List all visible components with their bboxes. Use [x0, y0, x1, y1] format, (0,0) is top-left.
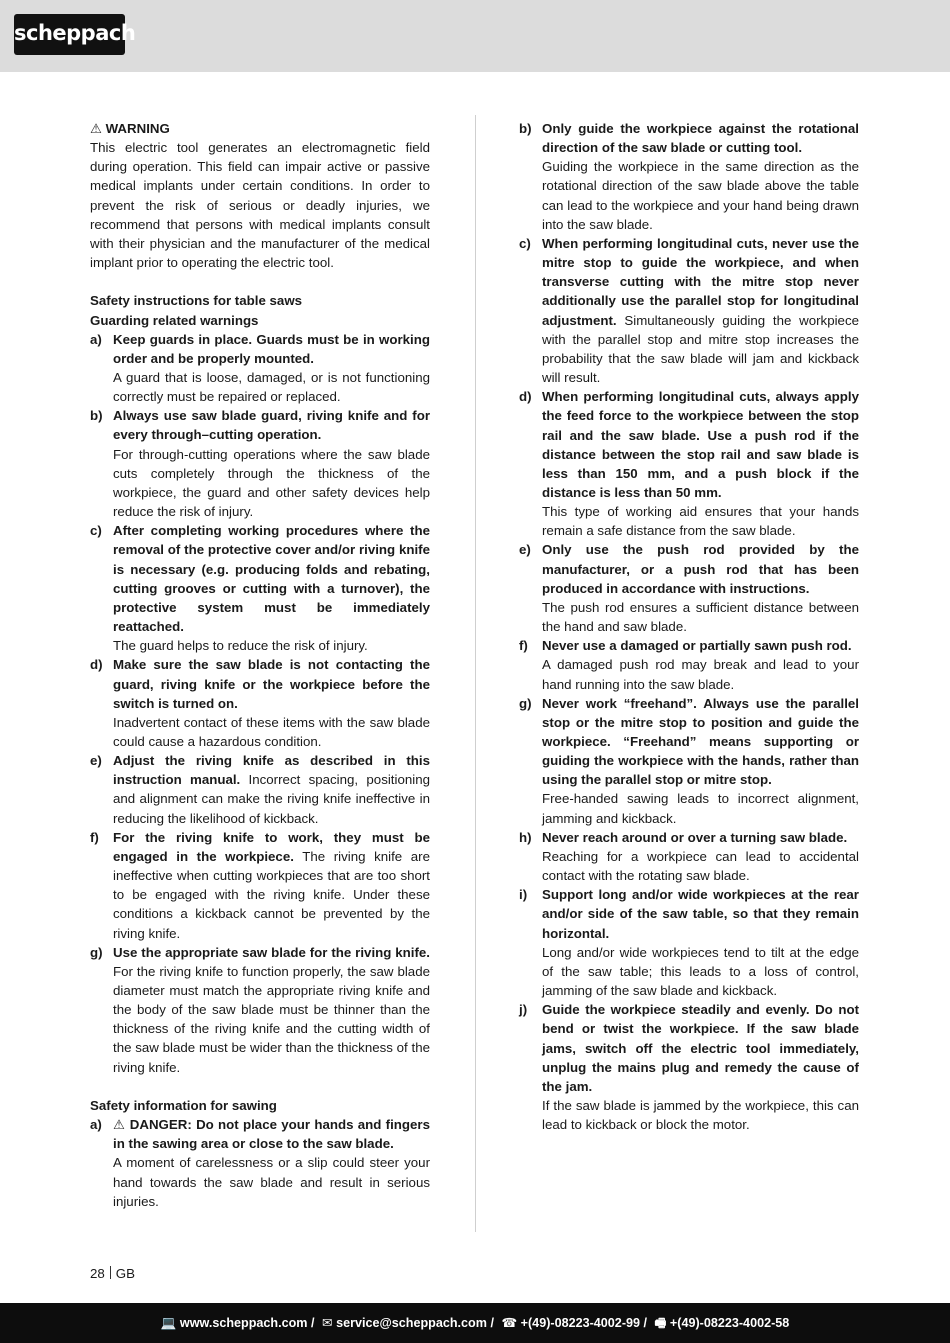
list-item-content: [542, 636, 859, 693]
left-column: [90, 119, 430, 1211]
list-item: [519, 540, 859, 636]
guarding-warnings-list: [90, 330, 430, 1077]
list-item-heading-paragraph: [542, 540, 859, 597]
list-item-heading: For the riving knife to work, they must be engaged in the workpiece.: [113, 829, 430, 864]
footer-phone: ☎ +(49)-08223-4002-99 /: [501, 1316, 648, 1330]
page-header: [0, 0, 950, 72]
list-item-label: d): [519, 389, 532, 405]
list-item-heading-paragraph: [113, 521, 430, 636]
list-item-heading-paragraph: [542, 828, 859, 847]
list-item: [519, 636, 859, 693]
list-item-label: j): [519, 1002, 528, 1018]
list-item: [519, 1000, 859, 1134]
list-item-label: g): [519, 695, 532, 711]
list-item-heading: When performing longitudinal cuts, never use the mitre stop to guide the workpiece, and when transverse cutting with the mitre stop never additionally use the parallel stop for longitudinal adjustment.: [542, 235, 859, 328]
list-item-text: The push rod ensures a sufficient distance between the hand and saw blade.: [542, 599, 859, 635]
page-language: GB: [115, 1266, 136, 1281]
list-item-text: This type of working aid ensures that your hands remain a safe distance from the saw blade.: [542, 504, 859, 539]
list-item-heading: Guide the workpiece steadily and evenly. Do not bend or twist the workpiece. If the saw blade jams, switch off the electric tool immediately, unplug the mains plug and remedy the cause of the jam.: [542, 1002, 859, 1094]
list-item-text: For through-cutting operations where the saw blade cuts completely through the thickness of the workpiece, the guard and other safety devices help reduce the risk of injury.: [113, 446, 430, 520]
section-subtitle-guarding: Guarding related warnings: [90, 312, 259, 328]
list-item-heading: Never use a damaged or partially sawn push rod.: [542, 638, 852, 654]
list-item-heading-paragraph: [542, 636, 859, 655]
list-item-label: a): [90, 1117, 102, 1133]
list-item: [90, 751, 430, 828]
list-item-label: a): [90, 331, 102, 347]
list-item: [90, 521, 430, 655]
list-item-content: [113, 655, 430, 751]
page-number-value: 28: [90, 1266, 105, 1281]
list-item-heading-paragraph: [113, 330, 430, 368]
list-item-heading-paragraph: [113, 943, 430, 1077]
list-item-heading: When performing longitudinal cuts, always apply the feed force to the workpiece between the stop rail and the saw blade. Use a push rod if the distance between the stop rail and saw blade is less than 150 mm, and a push block if the distance is less than 50 mm.: [542, 389, 859, 500]
list-item-label: f): [90, 829, 99, 845]
list-item-text: Free-handed sawing leads to incorrect alignment, jamming and kickback.: [542, 791, 859, 826]
warning-title: ⚠ WARNING: [90, 121, 170, 136]
footer-fax: 🖷 +(49)-08223-4002-58: [654, 1316, 790, 1330]
list-item-text: Reaching for a workpiece can lead to accidental contact with the rotating saw blade.: [542, 848, 859, 884]
list-item-heading-paragraph: [113, 655, 430, 712]
list-item-heading: Use the appropriate saw blade for the riving knife.: [113, 944, 430, 960]
page-number-separator: [110, 1266, 111, 1279]
page-footer: [0, 1303, 950, 1343]
list-item-content: [542, 1000, 859, 1134]
list-item-text: If the saw blade is jammed by the workpiece, this can lead to kickback or block the motor.: [542, 1097, 859, 1133]
right-column: [519, 119, 859, 1134]
list-item-label: f): [519, 638, 528, 654]
list-item-heading: Never reach around or over a turning saw blade.: [542, 829, 848, 845]
sawing-safety-list-continued: [519, 119, 859, 1134]
list-item: [90, 828, 430, 943]
list-item: [519, 234, 859, 387]
section-title-table-saws: Safety instructions for table saws: [90, 293, 303, 309]
list-item-content: [113, 751, 430, 828]
list-item-heading: Always use saw blade guard, riving knife and for every through–cutting operation.: [113, 408, 430, 443]
list-item-text: A moment of carelessness or a slip could steer your hand towards the saw blade and result in serious injuries.: [113, 1155, 430, 1209]
scheppach-logo: scheppach: [14, 14, 125, 55]
list-item: [90, 655, 430, 751]
column-divider: [475, 115, 476, 1232]
list-item-heading: Never work “freehand”. Always use the parallel stop or the mitre stop to position and guide the workpiece. “Freehand” means supporting or guiding the workpiece with the hands, rather than using the parallel stop or mitre stop.: [542, 695, 859, 788]
list-item: [90, 406, 430, 521]
list-item: [519, 885, 859, 1000]
warning-text: This electric tool generates an electromagnetic field during operation. This field can impair active or passive medical implants under certain conditions. In order to prevent the risk of serious or deadly injuries, we recommend that persons with medical implants consult with their physician and the manufacturer of the medical implant prior to operating the electric tool.: [90, 140, 430, 271]
sawing-safety-list: [90, 1115, 430, 1211]
list-item-heading-paragraph: [542, 694, 859, 790]
list-item: [519, 119, 859, 234]
footer-email: ✉ service@scheppach.com /: [322, 1316, 494, 1330]
list-item-heading: After completing working procedures where the removal of the protective cover and/or riving knife is necessary (e.g. producing folds and rebating, cutting grooves or cutting with a turnover), the protective system must be immediately reattached.: [113, 523, 430, 635]
list-item-heading: Only guide the workpiece against the rotational direction of the saw blade or cutting tool.: [542, 121, 859, 156]
list-item-heading-paragraph: [113, 1115, 430, 1153]
section-title-sawing: Safety information for sawing: [90, 1097, 277, 1113]
list-item-label: i): [519, 887, 528, 903]
list-item-content: [113, 521, 430, 655]
list-item-content: [542, 828, 859, 885]
list-item-heading-paragraph: [542, 387, 859, 502]
footer-website: 💻 www.scheppach.com /: [160, 1316, 315, 1330]
list-item-heading: Only use the push rod provided by the manufacturer, or a push rod that has been produced in accordance with instructions.: [542, 542, 859, 596]
list-item-heading-paragraph: [542, 234, 859, 387]
list-item-content: [542, 234, 859, 387]
list-item-text: The guard helps to reduce the risk of injury.: [113, 638, 368, 654]
list-item-label: h): [519, 829, 532, 845]
list-item-text: A guard that is loose, damaged, or is not functioning correctly must be repaired or replaced.: [113, 370, 430, 405]
list-item-heading: Keep guards in place. Guards must be in working order and be properly mounted.: [113, 331, 430, 366]
list-item-text: Long and/or wide workpieces tend to tilt at the edge of the saw table; this leads to a loss of control, jamming of the saw blade and kickback.: [542, 944, 859, 999]
list-item-content: [542, 387, 859, 540]
list-item-heading: Support long and/or wide workpieces at the rear and/or side of the saw table, so that they remain horizontal.: [542, 887, 859, 941]
list-item-label: c): [519, 235, 531, 251]
list-item-heading-paragraph: [113, 828, 430, 943]
list-item-heading: Make sure the saw blade is not contacting the guard, riving knife or the workpiece before the switch is turned on.: [113, 657, 430, 711]
list-item-heading-paragraph: [542, 1000, 859, 1096]
list-item-inline-text: Simultaneously guiding the workpiece with the parallel stop and mitre stop increases the probability that the saw blade will jam and kickback will result.: [542, 312, 859, 386]
list-item-label: b): [519, 121, 532, 136]
list-item-heading: ⚠ DANGER: Do not place your hands and fingers in the sawing area or close to the saw blade.: [113, 1117, 430, 1152]
list-item: [519, 828, 859, 885]
list-item-content: [113, 330, 430, 407]
list-item-content: [542, 694, 859, 828]
list-item: [90, 1115, 430, 1211]
list-item-content: [113, 828, 430, 943]
list-item-content: [113, 406, 430, 521]
list-item-heading-paragraph: [542, 885, 859, 942]
list-item: [90, 330, 430, 407]
list-item-label: e): [90, 753, 102, 769]
list-item: [519, 694, 859, 828]
list-item-label: c): [90, 523, 102, 539]
list-item-inline-text: The riving knife are ineffective when cutting workpieces that are too short to be engaged with the riving knife. Under these conditions a kickback cannot be prevented by the riving knife.: [113, 848, 430, 941]
page-number: [90, 1264, 135, 1283]
list-item-text: Inadvertent contact of these items with the saw blade could cause a hazardous condition.: [113, 714, 430, 749]
list-item-inline-text: For the riving knife to function properly, the saw blade diameter must match the appropriate riving knife and the body of the saw blade must be thinner than the thickness of the riving knife and the cutting width of the saw blade must be wider than the thickness of the riving knife.: [113, 963, 430, 1075]
list-item-label: d): [90, 657, 103, 673]
list-item-text: Guiding the workpiece in the same direction as the rotational direction of the saw blade above the table can lead to the workpiece and your hand being drawn into the saw blade.: [542, 159, 859, 232]
list-item-inline-text: Incorrect spacing, positioning and alignment can make the riving knife ineffective in reducing the likelihood of kickback.: [113, 772, 430, 826]
list-item-text: A damaged push rod may break and lead to your hand running into the saw blade.: [542, 657, 859, 692]
list-item-heading-paragraph: [113, 406, 430, 444]
list-item-content: [113, 1115, 430, 1211]
list-item-heading-paragraph: [542, 119, 859, 157]
list-item-content: [542, 885, 859, 1000]
list-item-content: [542, 119, 859, 234]
list-item-label: e): [519, 542, 531, 558]
list-item: [90, 943, 430, 1077]
list-item-label: g): [90, 944, 103, 960]
list-item-content: [542, 540, 859, 636]
list-item-content: [113, 943, 430, 1077]
list-item-heading: Adjust the riving knife as described in this instruction manual.: [113, 753, 430, 788]
list-item: [519, 387, 859, 540]
list-item-label: b): [90, 408, 103, 424]
list-item-heading-paragraph: [113, 751, 430, 828]
